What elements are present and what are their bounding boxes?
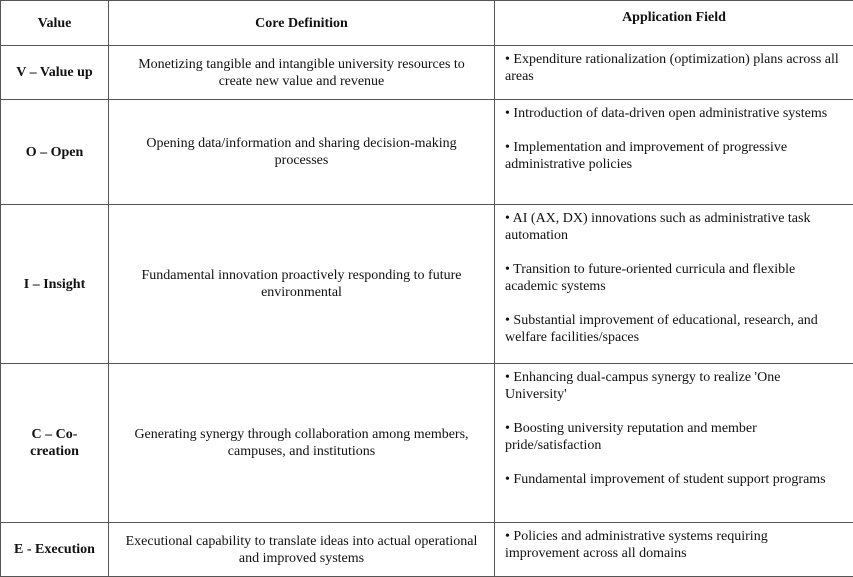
value-label: C – Co-creation xyxy=(23,426,87,460)
application-item: • Enhancing dual-campus synergy to realize 'One University' xyxy=(505,369,843,403)
definition-cell: Executional capability to translate ideas into actual operational and improved systems xyxy=(109,523,495,577)
definition-cell: Fundamental innovation proactively responding to future environmental xyxy=(109,205,495,364)
application-item: • Implementation and improvement of progressive administrative policies xyxy=(505,139,843,173)
definition-cell: Opening data/information and sharing decision-making processes xyxy=(109,100,495,205)
definition-cell: Generating synergy through collaboration among members, campuses, and institutions xyxy=(109,364,495,523)
application-item: • AI (AX, DX) innovations such as administrative task automation xyxy=(505,210,843,244)
application-item: • Substantial improvement of educational, research, and welfare facilities/spaces xyxy=(505,312,843,346)
application-cell xyxy=(495,205,853,364)
application-cell xyxy=(495,364,853,523)
table-header-row xyxy=(1,1,853,46)
application-item: • Transition to future-oriented curricula and flexible academic systems xyxy=(505,261,843,295)
value-cell: E - Execution xyxy=(1,523,109,577)
table-row xyxy=(1,523,853,577)
application-item: • Expenditure rationalization (optimization) plans across all areas xyxy=(505,51,843,85)
value-cell: V – Value up xyxy=(1,46,109,100)
application-item: • Boosting university reputation and member pride/satisfaction xyxy=(505,420,843,454)
table-row xyxy=(1,205,853,364)
definition-cell: Monetizing tangible and intangible university resources to create new value and revenue xyxy=(109,46,495,100)
header-application-field: Application Field xyxy=(495,1,853,46)
value-cell: O – Open xyxy=(1,100,109,205)
table-row xyxy=(1,46,853,100)
application-cell xyxy=(495,523,853,577)
value-cell: I – Insight xyxy=(1,205,109,364)
application-cell xyxy=(495,46,853,100)
table-row xyxy=(1,100,853,205)
header-value: Value xyxy=(1,1,109,46)
application-cell xyxy=(495,100,853,205)
table-row xyxy=(1,364,853,523)
header-core-definition: Core Definition xyxy=(109,1,495,46)
application-item: • Fundamental improvement of student support programs xyxy=(505,471,843,488)
application-item: • Introduction of data-driven open administrative systems xyxy=(505,105,843,122)
application-item: • Policies and administrative systems requiring improvement across all domains xyxy=(505,528,843,562)
value-cell xyxy=(1,364,109,523)
